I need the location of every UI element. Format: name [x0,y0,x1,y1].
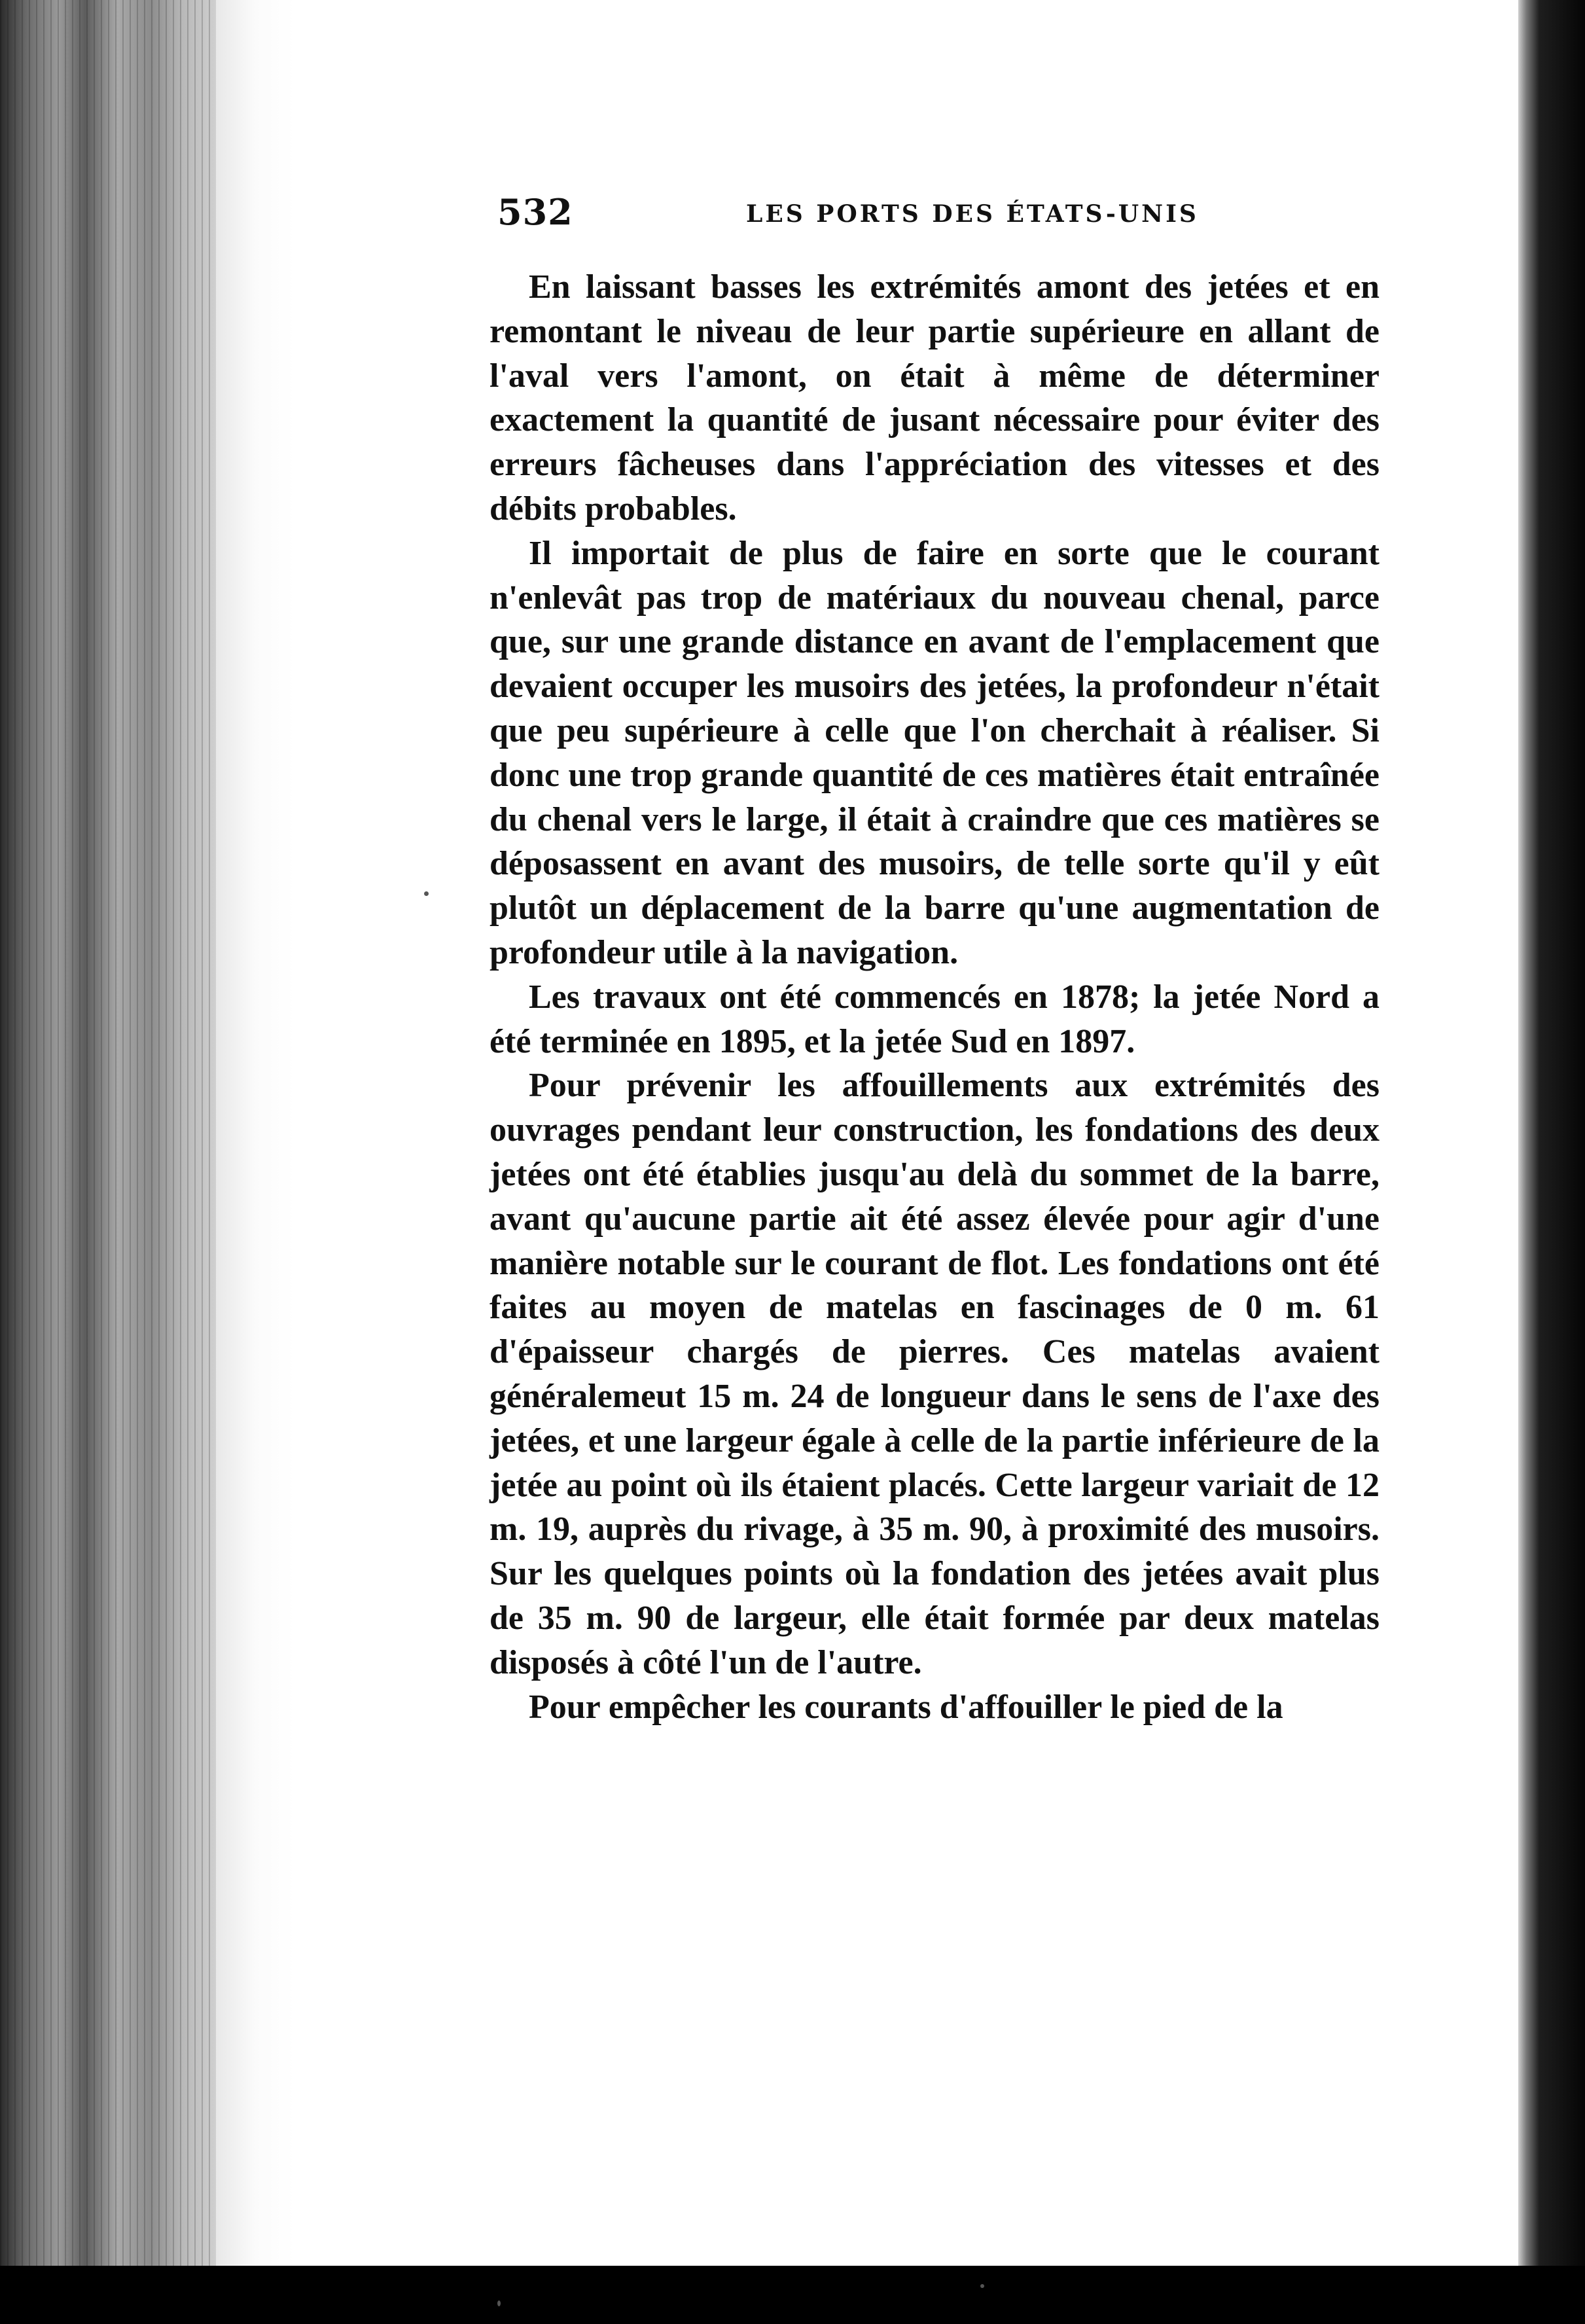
paragraph: Les travaux ont été commencés en 1878; la jetée Nord a été terminée en 1895, et la jetée Sud en 1897. [490,978,1380,1060]
page-header [497,191,1374,243]
page-number: 532 [497,191,573,233]
paragraph: Il importait de plus de faire en sorte que le courant n'enlevât pas trop de matériaux du nouveau chenal, parce que, sur une grande distance en avant de l'emplacement que devaient occuper les musoirs des jetées, la profondeur n'était que peu supérieure à celle que l'on cherchait à réaliser. Si donc une trop grande quantité de ces matières était entraînée du chenal vers le large, il était à craindre que ces matières se déposassent en avant des musoirs, de telle sorte qu'il y eût plutôt un déplacement de la barre qu'une augmentation de profondeur utile à la navigation. [490,534,1380,971]
page-edge-lines [0,0,249,2324]
running-head: LES PORTS DES ÉTATS-UNIS [746,200,1199,228]
scan-speck [424,891,429,896]
paragraph: En laissant basses les extrémités amont des jetées et en remontant le niveau de leur partie supérieure en allant de l'aval vers l'amont, on était à même de déterminer exactement la quantité de jusant nécessaire pour éviter des erreurs fâcheuses dans l'appréciation des vitesses et des débits probables. [490,268,1380,527]
scan-bottom-border [0,2266,1585,2324]
paragraph: Pour prévenir les affouillements aux extrémités des ouvrages pendant leur construction, les fondations des deux jetées ont été établies jusqu'au delà du sommet de la barre, avant qu'aucune partie ait été assez élevée pour agir d'une manière notable sur le courant de flot. Les fondations ont été faites au moyen de matelas en fascinages de 0 m. 61 d'épaisseur chargés de pierres. Ces matelas avaient généralemeut 15 m. 24 de longueur dans le sens de l'axe des jetées, et une largeur égale à celle de la partie inférieure de la jetée au point où ils étaient placés. Cette largeur variait de 12 m. 19, auprès du rivage, à 35 m. 90, à proximité des musoirs. Sur les quelques points où la fondation des jetées avait plus de 35 m. 90 de largeur, elle était formée par deux matelas disposés à côté l'un de l'autre. [490,1067,1380,1681]
scan-speck [980,2284,984,2288]
scan-speck [497,2300,501,2306]
paragraph: Pour empêcher les courants d'affouiller le pied de la [529,1688,1283,1726]
book-spine-shadow [1518,0,1585,2324]
body-text [490,265,1380,1729]
